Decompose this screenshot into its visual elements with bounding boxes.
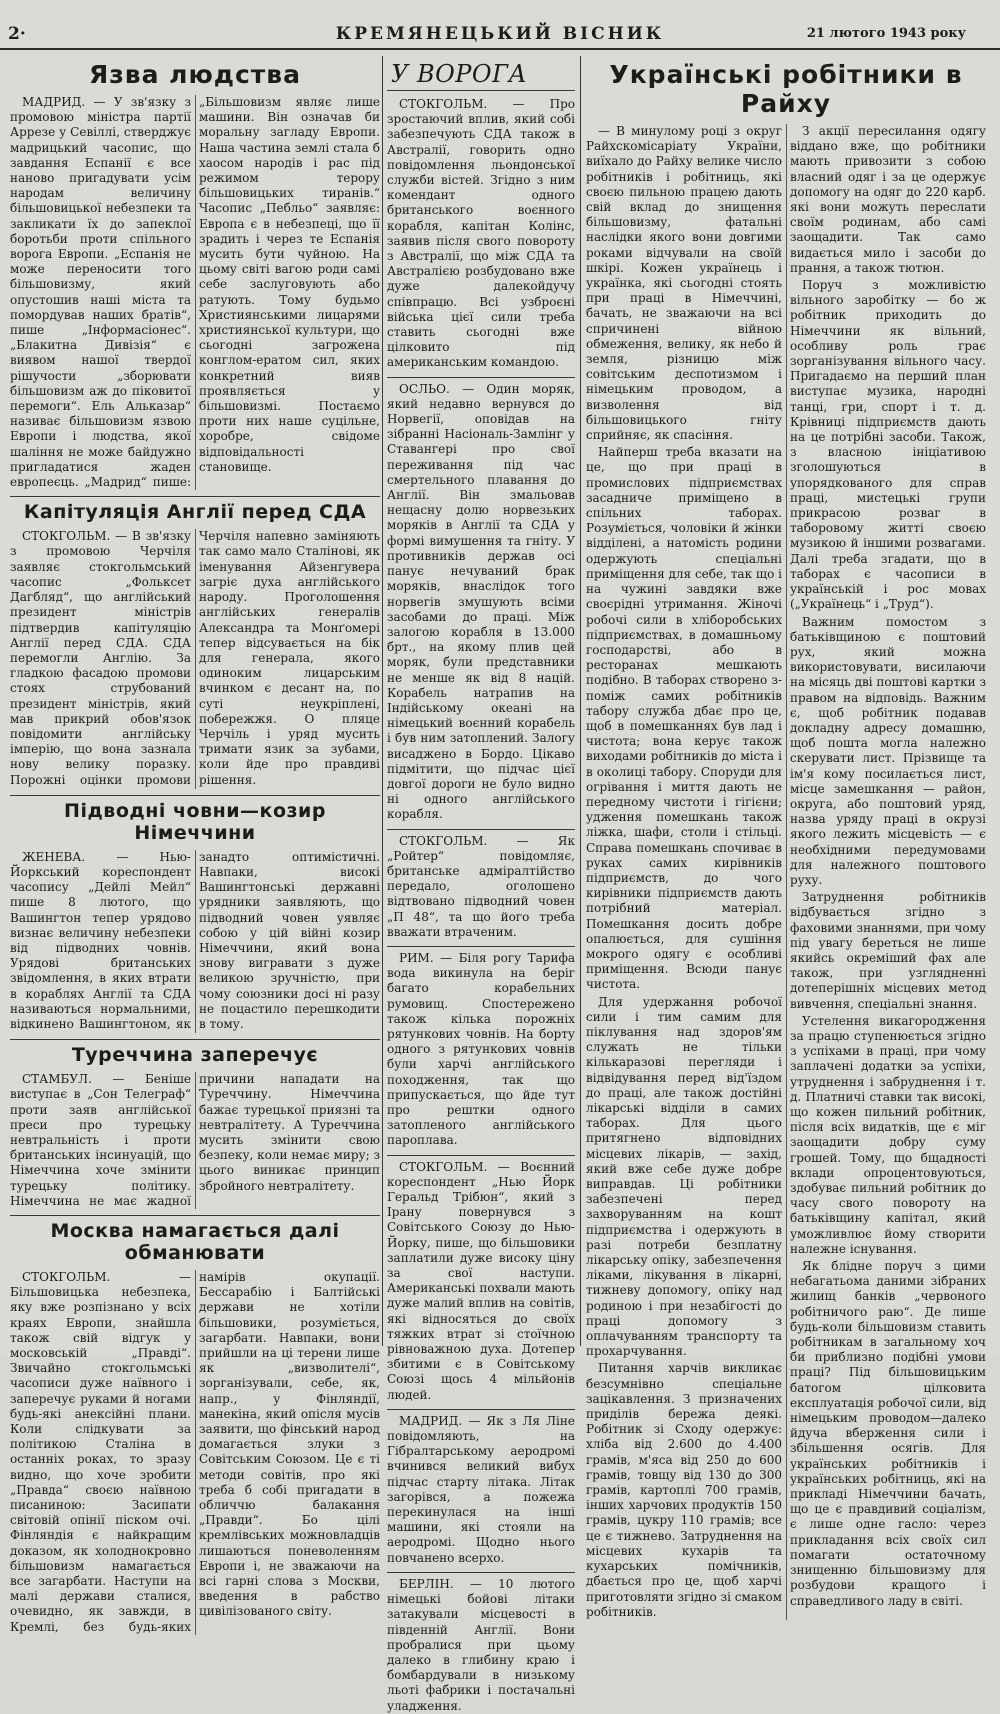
headline: Українські робітники в Райху (609, 60, 963, 118)
page-number: 2· (8, 24, 26, 44)
paragraph: Для удержання робочої сили і тим самим для піклування над здоров'ям служать не тільки кількаразові перегляди і відвідування перед від'їздом до праці, але також достійні лікарські відділи в самих таборах. Для цього притягнено відповідних місцевих лікарів, — захід, який вже себе дуже добре виправдав. Ці робітники забезпечені перед захворуванням на кошт підприємства і одержують в разі потреби безплатну лікарську опіку, забезпечення ліками, лікування в лікарні, тижневу допомогу, опіку над родиною і при незабігості до праці допомогу з оплачуванням транспорту та прохарчування. (586, 994, 782, 1359)
article-yazva (10, 60, 380, 490)
headline: Капітуляція Англії перед СДА (23, 501, 367, 524)
paragraph: — В минулому році з округ Райхскомісаріату України, виїхало до Райху велике число робітників і робітниць, які своєю пильною працею дають свій вклад до знищення більшовизму, фатальні наслідки якого вони довгими роками відчували на своїй шкірі. Кожен українець і українка, які сьогодні стоять при праці в Німеччині, бачать, не зважаючи на всі спричинені війною обмеження, велику, як небо й земля, різницю між совітським деспотизмом і німецьким проводом, а визволення від більшовицького гніту сприйняє, як спасіння. (586, 124, 782, 443)
article-body (10, 1270, 380, 1635)
paragraph: Поруч з можливістю вільного заробітку — бо ж робітник приходить до Німеччини як вільний, особливу роль грає зорганізування вільного часу. Пригадаємо на перший план виступає музика, народні танці, гри, спорт і т. д. Крівниці підприємств дають на це потрібні засоби. Також, з власною ініціативою зголошуються в упорядкованого для справ праці, мистецькі групи прикрасою розваг в таборовому житті своєю музикою й іншими розвагами. Далі треба згадати, що в таборах є часописи в українській і рос мовах („Українець“ і „Труд“). (790, 278, 986, 612)
paragraph: РИМ. — Біля рогу Тарифа вода викинула на беріг багато корабельних румовищ. Спостережено також кілька порожніх рятункових човнів. На борту одного з рятункових човнів були харчі англійського походження, так що припускається, що йде тут про рештки одного затопленого англійського пароплава. (387, 950, 575, 1148)
paragraph: Важним помостом з батьківщиною є поштовий рух, який можна використовувати, висилаючи на місяць дві поштові картки з правом на відповідь. Важним є, щоб робітник подавав докладну адресу домашню, щоб пошта могла належно скерувати лист. Прізвище та ім'я кому посилається лист, місце замешкання — район, округа, або поштовий уряд, назва уряду праці в окрузі якого лежить місцевість — є необхідними передумовами для належного поштового руху. (790, 614, 986, 887)
paragraph: СТАМБУЛ. — Беніше виступає в „Сон Телеграф“ проти заяв англійської преси про турецьку невтральність і проти британських інсинуацій, що Німеччина хоче змінити турецьку політику. Німеччина не має жадної причини нападати на Туреччину. Німеччина бажає турецької приязні та невтралітету. А Туреччина мусить змінити свою безпеку, коли немає миру; з цього виникає принцип збройного невтралітету. (10, 1072, 380, 1208)
column-right (586, 56, 987, 1619)
paragraph: СТОКГОЛЬМ. — Про зростаючий вплив, який собі забезпечують СДА також в Австралії, говорить одно повідомлення льондонської служби вістей. Згідно з ним комендант одного британського воєнного корабля, капітан Колінс, заявив після свого повороту з Австралії, що між СДА та Австралією розбудовано вже дуже далекойдучу співпрацю. Всі узброєні війська цієї сили треба ставить сьогодні вже цілковито під американським командою. (387, 97, 575, 370)
paragraph: Затруднення робітників відбувається згідно з фаховими знаннями, при чому під увагу береться не лише якийсь окреміший фах але також, при узглядненні дотеперішніх місцевих метод вивчення, спеціальні знання. (790, 890, 986, 1011)
paragraph: СТОКГОЛЬМ. — Більшовицька небезпека, яку вже розпізнано у всіх краях Европи, знайшла також свій відгук у московській „Правді“. Звичайно стокгольмські часописи дуже наївного і заперечує руками й ногами будь-які анексійні плани. Коли слідкувати за політикою Сталіна в останніх роках, то зразу видно, що хоче зробити „Правда“ своєю наївною писаниною: Засипати світовій опінії піском очі. Фінляндія є найкращим доказом, як холоднокровно більшовизм намагається все загарбати. Наступи на малі держави сталися, очевидно, як завжди, в Кремлі, без будь-яких намірів окупації. Бессарабію і Балтійські держави не хотіли більшовики, розуміється, загарбати. Навпаки, вони прийшли на ці терени лише як „визволителі“, зорганізували, себе, як, напр., у Фінляндії, манекіна, який опісля мусів заявити, що фінський народ домагається злуки з Совітським Союзом. Це є ті методи совітів, про які треба б собі пригадати в обличчю балакання „Правди“. Бо цілі кремлівських можновладців лишаються поневоленням Европи і, не зважаючи на всі гарні слова з Москви, введення в рабство цивілізованого світу. (10, 1270, 380, 1634)
article-body (10, 95, 380, 490)
headline: Туреччина заперечує (71, 1044, 319, 1067)
article-body (10, 1072, 380, 1209)
paragraph: ОСЛЬО. — Один моряк, який недавно вернувся до Норвегії, оповідав на зібранні Насіональ-Замлінг у Ставангері про свої переживання під час смертельного плавання до Англії. Він змальовав нещасну долю норвезьких моряків в Англії та СДА у формі вимушення та гніту. У противників держав осі панує нечуваний брак моряків, внаслідок того норвегів змушують всіми засобами до праці. Між залогою корабля в 13.000 брт., на якому плив цей моряк, були представники не менше як від 8 націй. Корабель натрапив на Індійському океані на німецький воєнний корабель і був ним затоплений. Залогу висаджено в Бордо. Цікаво підмітити, що підчас цієї довгої дороги не було видно ні одного англійського корабля. (387, 381, 575, 822)
article-moskva (10, 1220, 380, 1635)
paragraph: З акції пересилання одягу віддано вже, що робітники мають привозити з собою власний одяг і за це одержує допомогу на одяг до 220 карб. які вони можуть переслати своїм родинам, або самі заощадити. Так само видається мило і засоби до прання, а також тютюн. (790, 124, 986, 275)
paragraph: Питання харчів викликає безсумнівно спеціальне зацікавлення. З призначених приділів бережа деякі. Робітник зі Сходу одержує: хліба від 2.600 до 4.400 грамів, м'яса від 250 до 600 грамів, товщу від 130 до 300 грамів, картоплі 700 грамів, інших харчових продуктів 150 грамів, цукру 110 грамів; все це є тижнево. Затруднення на місцевих кухарів та кухарських помічників, дбається про це, щоб харчі приготовляти згідно зі смаком робітників. (586, 1361, 783, 1619)
column-middle (387, 56, 575, 1713)
article-turechchyna (10, 1044, 380, 1209)
paragraph: Найперш треба вказати на це, що при праці в промислових підприємствах засадниче приміщено в спільних таборах. Розуміється, чоловіки й жінки відділені, а натомість родини одержують спеціальні приміщення для себе, так що і на чужині завдяки вже своєрідні утримання. Жіночі робочі сили в хліборобських підприємствах, в домашньому господарстві, або в ресторанах мешкають подібно. В таборах створено з-поміж самих робітників табору служба дбає про це, щоб в помешканнях був лад і чистота; вона керує також виходами робітників до міста і в околиці табору. Споруди для огрівання і миття дають не передному чистоти і гігієни; удження помешкань також ліжка, шафи, столи і стільці. Справа помешкань спочиває в руках самих кирівників підприємств, до чого кирівники підприємств дають потрібний матеріал. Помешкання досить добре опалюється, для сушіння мокрого одягу є особливі приміщення. Всюди панує чистота. (586, 445, 782, 992)
paragraph: СТОКГОЛЬМ. — Воєнний кореспондент „Нью Йорк Геральд Трібюн“, який з Ірану повернувся з Совітського Союзу до Нью-Йорку, пише, що більшовики заплатили дуже високу ціну за свої наступи. Американські похвали мають дуже малий вплив на совітів, які відносяться до своїх тяжких втрат зі стоїчною рівноважною духа. Дотепер збитими є в Совітському Союзі щось 4 мільйонів людей. (387, 1159, 575, 1402)
paragraph: Як блідне поруч з цими небагатьома даними зібраних жилищ банків „червоного робітничого раю“. Де лише будь-коли більшовизм ставить робітникам в загальному хоч би приблизно подібні умови праці? Під більшовицьким батогом цілковита експлуатація робочої сили, від німецьким проводом—далеко йдуча вберження сили і збільшення осягів. Для українських робітників і українських робітниць, які на прикладі Німеччини бачать, що це є правдивий соціалізм, є лише одне гасло: через прикладання всіх своїх сил помагати остаточному знищенню більшовизму для розбудови кращого і справедливого ладу в світі. (790, 1259, 987, 1608)
paragraph: ЖЕНЕВА. — Нью-Йоркський кореспондент часопису „Дейлі Мейл“ пише 8 лютого, що Вашингтон тепер урядово визнає величину небезпеки від підводних човнів. Урядові британських звідомлення, в яких втрати в кораблях Англії та СДА називаються нормальними, відкинено Вашингтоном, як занадто оптимістичні. Навпаки, високі Вашингтонські державні урядники заявляють, що підводний човен уявляє собою у цій війні козир Німеччини, який вона знову вигравати з дуже великою зручністю, при чому союзники досі ні разу не поцастило перешкодити в тому. (10, 849, 380, 1031)
paragraph: МАДРИД. — Як з Ля Ліне повідомляють, на Гібралтарському аеродромі вчинився великий вибух підчас старту літака. Літак загорівся, а пожежа перекинулася на інші машини, які стояли на аеродромі. Щодно нього повчанено всерхо. (387, 1413, 575, 1565)
headline: Москва намагається далі обманювати (50, 1220, 340, 1264)
issue-date: 21 лютого 1943 року (806, 26, 966, 41)
paragraph: БЕРЛІН. — 10 лютого німецькі бойові літаки затакували місцевості в південній Англії. Вони пробралися при цьому далеко в глибину краю і бомбардували в низькому льоті фабрики і постачальні уладження. (387, 1576, 575, 1713)
article-u-voroga (387, 60, 575, 1714)
paragraph: СТОКГОЛЬМ. — Як „Ройтер“ повідомляє, британське адміралтійство передало, оголошено відтвовано підводний човен „П 48“, та що його треба вважати втраченим. (387, 833, 575, 939)
article-body (10, 850, 380, 1033)
headline: Підводні човни—козир Німеччини (64, 799, 326, 844)
article-body (10, 529, 380, 788)
paragraph: СТОКГОЛЬМ. — В зв'язку з промовою Черчіля заявляє стокгольмський часопис „Фольксет Дагбляд“, що англійський президент міністрів підтвердив капітуляцію Англії перед СДА. СДА перемогли Англію. За гладкою фасадою промови стоях струбований президент міністрів, який мав прикрий обов'язок повідомити англійську імперію, що вона зазнала нову велику поразку. Порожні оцінки промови Черчіля напевно заміняють так само мало Сталінові, як іменування Айзенгувера загріє духа англійського народу. Проголошення англійських генералів Александра та Монґомері тепер відсувається на бік для генерала, якого одиноким лицарським вчинком є десант на, по суті неукріплені, побережжя. О пляце Черчіль і уряд мусить тримати язик за зубами, коли йде про правдиві рішення. (10, 529, 380, 787)
column-left (10, 56, 380, 1634)
paragraph: Устелення викагородження за працю ступенюється згідно з успіхами в праці, при чому заплачені додатки за успіхи, утруднення і забруднення і т. д. Платничі ставки так високі, що кожен пильний робітник, після всіх видатків, ще є міг заощадити добру суму грошей. Тому, що бщадності вклади опроцентовуються, здобуває пильний робітник до часу свого повороту на батьківщину капітал, який уможливлює йому створити належне існування. (790, 1013, 986, 1256)
article-kapitulyatsiya (10, 501, 380, 788)
headline: Язва людства (89, 60, 301, 89)
headline: У ВОРОГА (387, 60, 575, 91)
paragraph: МАДРИД. — У зв'язку з промовою міністра партії Аррезе у Севіллі, стверджує мадрицький часопис, що завдання Еспанії є все наново пригадувати усім народам величину більшовицької небезпеки та закликати їх до запеклої боротьби проти спільного ворога Европи. „Еспанія не може переносити того більшовизму, який опустошив наші міста та помордував наших братів“, пише „Інформасіонес“. „Блакитна Дивізія“ є виявом нашої твердої рішучости „зборювати більшовизм аж до піковитої перемоги“. Ель Альказар“ називає більшовизм язвою Европи і людства, якої шаління не може байдужно пригладатися жаден европеєць. „Мадрид“ пише: „Більшовизм являє лише машини. Він означав би моральну загладу Европи. Наша частина землі стала б хаосом народів і рас під режимом терору більшовицьких тиранів.“ Часопис „Пебльо“ заявляє: Европа є в небезпеці, що її зрадить і через те Еспанія мусить бути чуйною. На цьому світі вагою роди самі себе заслуговують або ратують. Тому будьмо Християнськими лицарями християнської культури, що сьогодні загрожена конглом-ератом сил, яких конкретний вияв проявляється у більшовизмі. Постаємо проти них наше суцільне, хоробре, свідоме відповідальності становище. (10, 95, 380, 490)
article-ukrainski-robitnyky (586, 60, 986, 1620)
newspaper-title: КРЕМЯНЕЦЬКИЙ ВІСНИК (335, 24, 665, 44)
column-rule (580, 56, 581, 1346)
article-body (586, 124, 986, 1620)
article-pidvodni-chovny (10, 800, 380, 1033)
masthead (0, 22, 1000, 50)
column-rule (382, 56, 383, 1346)
